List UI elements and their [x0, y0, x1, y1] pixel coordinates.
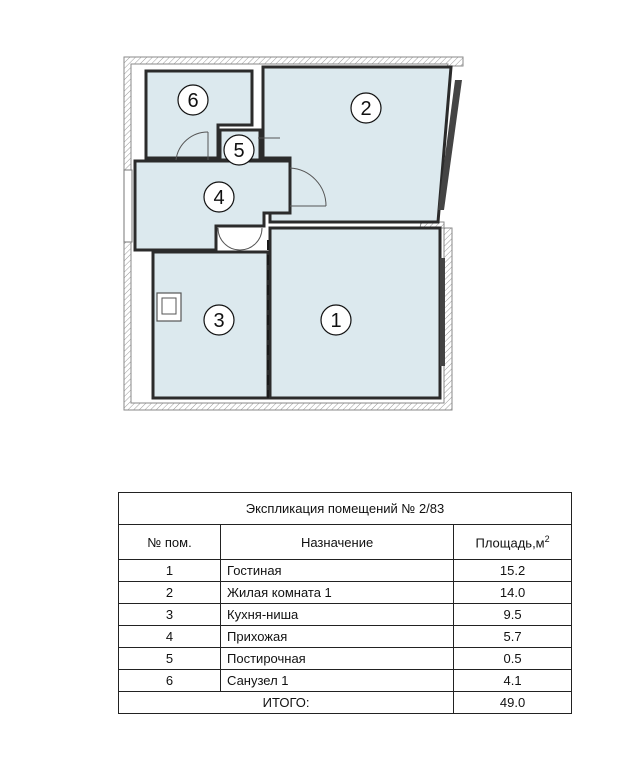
table-row — [119, 648, 572, 670]
header-area — [454, 525, 572, 560]
total-area: 49.0 — [454, 692, 572, 714]
room-areas — [135, 67, 451, 398]
row-number: 3 — [119, 604, 221, 626]
room-number-5 — [224, 135, 254, 165]
row-name: Постирочная — [221, 648, 454, 670]
row-name: Жилая комната 1 — [221, 582, 454, 604]
header-area-label: Площадь,м — [475, 535, 545, 551]
room-number-6 — [178, 85, 208, 115]
header-number: № пом. — [119, 525, 221, 560]
row-area: 0.5 — [454, 648, 572, 670]
svg-text:3: 3 — [213, 310, 225, 332]
svg-text:6: 6 — [187, 90, 199, 112]
row-area: 9.5 — [454, 604, 572, 626]
svg-text:5: 5 — [233, 140, 245, 162]
table-header-row — [119, 525, 572, 560]
svg-text:1: 1 — [330, 310, 342, 332]
total-label: ИТОГО: — [119, 692, 454, 714]
row-name: Санузел 1 — [221, 670, 454, 692]
room-number-3 — [204, 305, 234, 335]
row-area: 14.0 — [454, 582, 572, 604]
row-name: Прихожая — [221, 626, 454, 648]
table-row — [119, 582, 572, 604]
table-total-row — [119, 692, 572, 714]
room-number-1 — [321, 305, 351, 335]
row-name: Гостиная — [221, 560, 454, 582]
row-number: 5 — [119, 648, 221, 670]
svg-text:4: 4 — [213, 187, 225, 209]
explication-table — [118, 492, 572, 714]
room-number-4 — [204, 182, 234, 212]
row-number: 6 — [119, 670, 221, 692]
table-title: Экспликация помещений № 2/83 — [119, 493, 572, 525]
table-title-row — [119, 493, 572, 525]
header-name: Назначение — [221, 525, 454, 560]
room-1-area — [270, 228, 440, 398]
svg-text:2: 2 — [360, 98, 372, 120]
row-number: 1 — [119, 560, 221, 582]
table-row — [119, 670, 572, 692]
table-row — [119, 626, 572, 648]
room-number-2 — [351, 93, 381, 123]
row-number: 4 — [119, 626, 221, 648]
row-area: 4.1 — [454, 670, 572, 692]
header-area-sup: 2 — [544, 533, 550, 544]
row-area: 5.7 — [454, 626, 572, 648]
stove-icon — [157, 293, 181, 321]
row-number: 2 — [119, 582, 221, 604]
table-row — [119, 560, 572, 582]
row-name: Кухня-ниша — [221, 604, 454, 626]
table-row — [119, 604, 572, 626]
row-area: 15.2 — [454, 560, 572, 582]
